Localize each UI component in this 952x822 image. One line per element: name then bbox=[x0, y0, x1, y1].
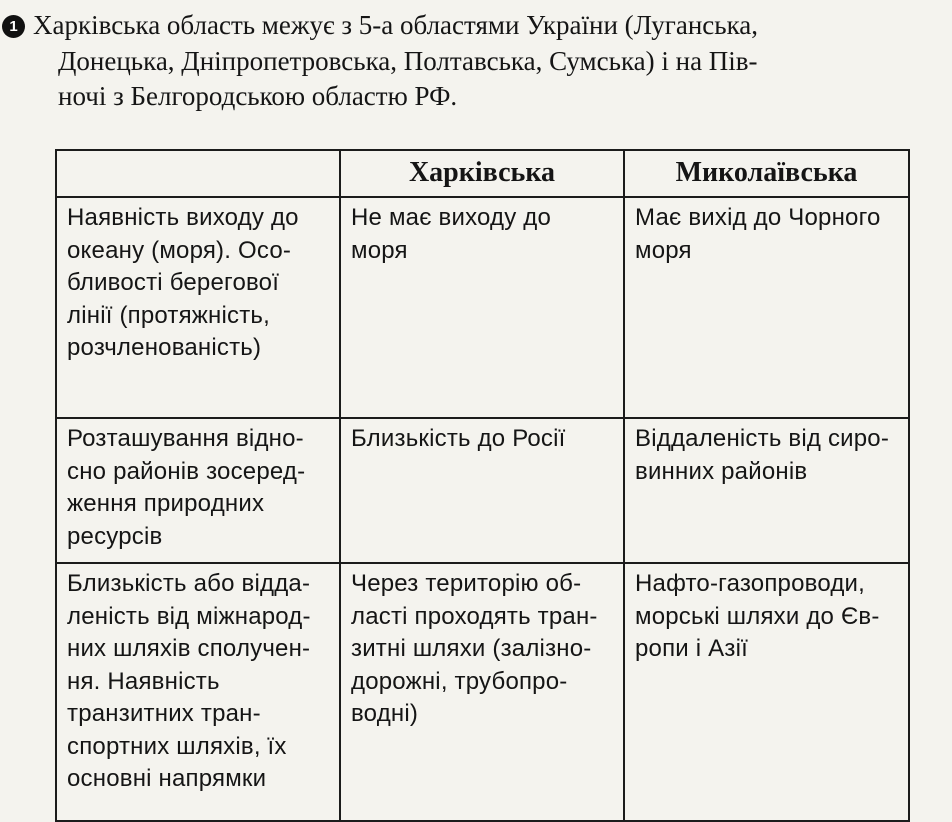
text-line: моря bbox=[635, 236, 692, 264]
text-line: океану (моря). Осо- bbox=[67, 236, 292, 264]
text-line: Не має виходу до bbox=[351, 204, 552, 231]
criterion-cell bbox=[56, 418, 340, 563]
header-mykolaiv: Миколаївська bbox=[624, 150, 909, 197]
intro-line-1 bbox=[0, 8, 940, 44]
mykolaiv-cell bbox=[624, 563, 909, 821]
intro-line-3: ночі з Белгородською областю РФ. bbox=[58, 81, 458, 111]
text-line: Близькість до Росії bbox=[351, 425, 566, 452]
table-row bbox=[56, 197, 909, 418]
task-intro bbox=[0, 8, 940, 115]
criterion-cell bbox=[56, 563, 340, 821]
text-line: дорожні, трубопро- bbox=[351, 667, 568, 695]
intro-text-1: Харківська область межує з 5-а областями України (Луганська, bbox=[33, 10, 759, 40]
text-line: основні напрямки bbox=[67, 765, 267, 792]
criterion-cell bbox=[56, 197, 340, 418]
mykolaiv-cell bbox=[624, 418, 909, 563]
text-line: Має вихід до Чорного bbox=[635, 204, 881, 231]
text-line: винних районів bbox=[635, 457, 808, 485]
text-line: транзитних тран- bbox=[67, 700, 261, 727]
text-line: сно районів зосеред- bbox=[67, 457, 306, 485]
text-line: бливості берегової bbox=[67, 269, 280, 296]
kharkiv-cell bbox=[340, 418, 624, 563]
text-line: Нафто-газопроводи, bbox=[635, 570, 866, 597]
text-line: моря bbox=[351, 236, 408, 264]
comparison-table bbox=[55, 149, 910, 822]
intro-line-2: Донецька, Дніпропетровська, Полтавська, Сумська) і на Пів- bbox=[58, 45, 758, 76]
text-line: ження природних bbox=[67, 490, 265, 517]
text-line: леність від міжнарод- bbox=[67, 602, 311, 630]
text-line: Розташування відно- bbox=[67, 425, 304, 452]
text-line: ресурсів bbox=[67, 522, 163, 550]
text-line: лінії (протяжність, bbox=[67, 301, 271, 329]
text-line: спортних шляхів, їх bbox=[67, 732, 287, 760]
text-line: Через територію об- bbox=[351, 570, 582, 597]
text-line: Наявність виходу до bbox=[67, 204, 299, 231]
task-number-badge: 1 bbox=[2, 15, 25, 38]
kharkiv-cell bbox=[340, 563, 624, 821]
kharkiv-cell bbox=[340, 197, 624, 418]
text-line: розчленованість) bbox=[67, 334, 262, 361]
table-header-row bbox=[56, 150, 909, 197]
table-row bbox=[56, 563, 909, 821]
header-kharkiv: Харківська bbox=[340, 150, 624, 197]
text-line: ропи і Азії bbox=[635, 635, 748, 662]
text-line: них шляхів сполучен- bbox=[67, 635, 311, 662]
text-line: Близькість або відда- bbox=[67, 570, 311, 597]
text-line: водні) bbox=[351, 700, 419, 727]
text-line: Віддаленість від сиро- bbox=[635, 425, 890, 452]
header-criterion bbox=[56, 150, 340, 197]
text-line: ня. Наявність bbox=[67, 667, 220, 695]
mykolaiv-cell bbox=[624, 197, 909, 418]
table-row bbox=[56, 418, 909, 563]
text-line: ласті проходять тран- bbox=[351, 602, 598, 630]
text-line: зитні шляхи (залізно- bbox=[351, 635, 592, 662]
text-line: морські шляхи до Єв- bbox=[635, 602, 880, 630]
